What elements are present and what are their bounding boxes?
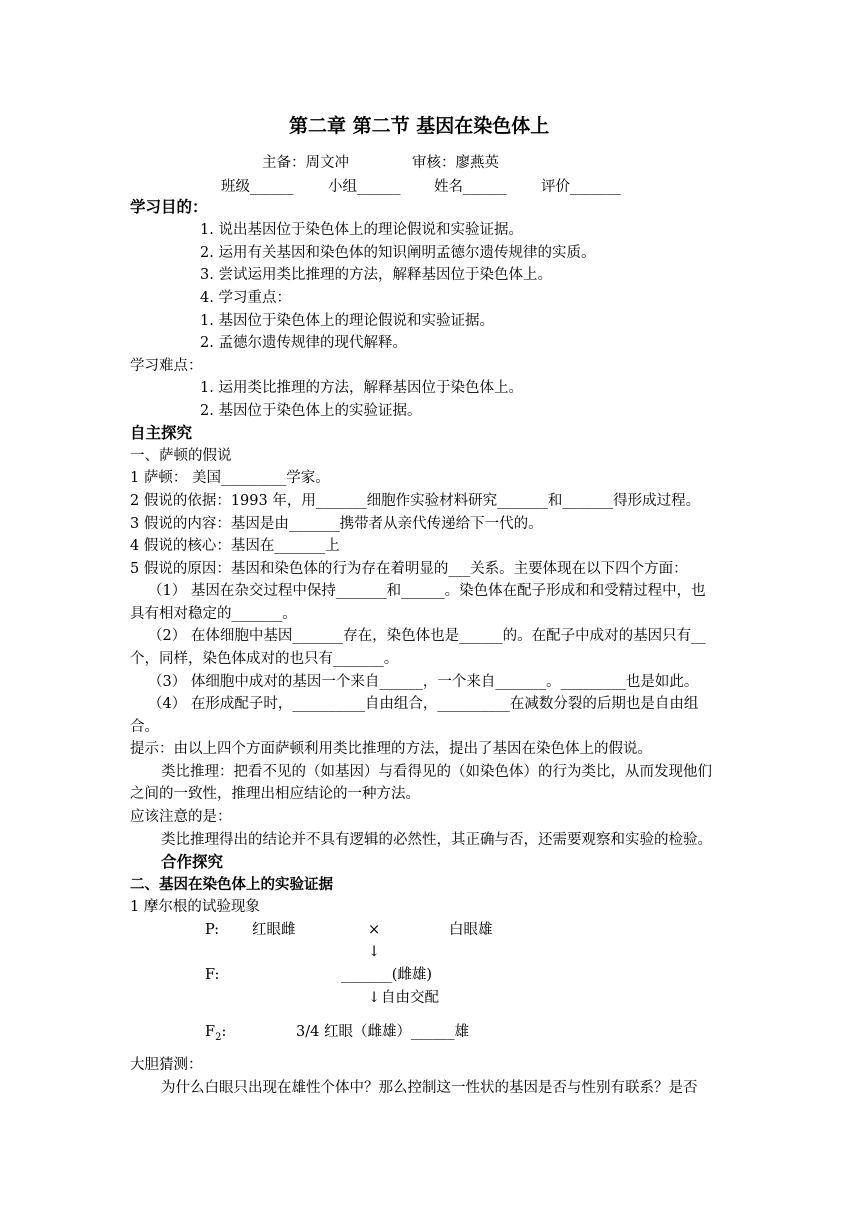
f2-result: 3/4 红眼（雌雄）______雄: [296, 1024, 469, 1040]
question-line: （1） 基因在杂交过程中保持_______和______。染色体在配子形成和和受精过程中，也: [148, 583, 706, 599]
objective-item: 3. 尝试运用类比推理的方法，解释基因位于染色体上。: [200, 267, 552, 283]
f2-generation-label: $F_2$:: [205, 1024, 227, 1043]
question-line: （4） 在形成配子时，__________自由组合，__________在减数分裂的后期也是自由组: [148, 696, 699, 712]
p-male: 白眼雄: [449, 922, 493, 938]
self-study-heading: 自主探究: [130, 424, 193, 442]
free-mating-label: 自由交配: [381, 990, 439, 1006]
p-generation-label: P:: [205, 922, 220, 938]
guess-text: 为什么白眼只出现在雄性个体中？那么控制这一性状的基因是否与性别有联系？是否: [161, 1080, 698, 1096]
question-line: 2 假说的依据：1993 年，用_______细胞作实验材料研究_______和_______得形成过程。: [130, 493, 701, 509]
difficulty-item: 2. 基因位于染色体上的实验证据。: [200, 403, 422, 419]
class-field: 班级______: [221, 179, 294, 195]
hint-text: 提示：由以上四个方面萨顿利用类比推理的方法，提出了基因在染色体上的假说。: [130, 741, 652, 757]
analogy-text: 之间的一致性，推理出相应结论的一种方法。: [130, 786, 420, 802]
question-line: （2） 在体细胞中基因_______存在，染色体也是______的。在配子中成对的基因只有__: [148, 628, 706, 644]
p-female: 红眼雌: [252, 922, 296, 938]
note-text: 类比推理得出的结论并不具有逻辑的必然性，其正确与否，还需要观察和实验的检验。: [161, 832, 712, 848]
key-point-item: 1. 基因位于染色体上的理论假说和实验证据。: [200, 313, 494, 329]
objectives-heading: 学习目的：: [130, 198, 208, 216]
question-line: 5 假说的原因：基因和染色体的行为存在着明显的___关系。主要体现在以下四个方面：: [130, 561, 688, 577]
note-heading: 应该注意的是：: [130, 809, 232, 825]
difficulty-item: 1. 运用类比推理的方法，解释基因位于染色体上。: [200, 380, 523, 396]
down-arrow-icon: ↓: [368, 990, 381, 1006]
question-line: （3） 体细胞中成对的基因一个来自______，一个来自_______。_________也是如此。: [148, 674, 699, 690]
difficulty-heading: 学习难点：: [130, 358, 203, 374]
cross-symbol: ×: [368, 922, 381, 938]
sutton-hypothesis-heading: 一、萨顿的假说: [130, 448, 232, 464]
question-line: 1 萨顿： 美国_________学家。: [130, 470, 330, 486]
objective-item: 2. 运用有关基因和染色体的知识阐明孟德尔遗传规律的实质。: [200, 245, 596, 261]
reviewer: 审核：廖燕英: [412, 155, 499, 171]
page-title: 第二章 第二节 基因在染色体上: [289, 115, 550, 137]
question-line: 4 假说的核心：基因在_______上: [130, 538, 340, 554]
down-arrow-icon: ↓: [368, 944, 381, 960]
key-point-item: 2. 孟德尔遗传规律的现代解释。: [200, 335, 407, 351]
f1-generation-label: F:: [205, 967, 220, 983]
name-field: 姓名______: [434, 179, 507, 195]
analogy-text: 类比推理：把看不见的（如基因）与看得见的（如染色体）的行为类比，从而发现他们: [161, 764, 712, 780]
f1-result: _______(雌雄): [341, 967, 433, 983]
question-line: 合。: [130, 719, 159, 735]
morgan-experiment-title: 1 摩尔根的试验现象: [130, 899, 260, 915]
objective-item: 4. 学习重点：: [200, 290, 291, 306]
coop-heading: 合作探究: [161, 853, 224, 871]
evaluation-field: 评价_______: [541, 179, 621, 195]
guess-heading: 大胆猜测：: [130, 1057, 203, 1073]
chief-editor: 主备：周文冲: [262, 155, 349, 171]
experiment-evidence-heading: 二、基因在染色体上的实验证据: [130, 877, 333, 893]
question-line: 个，同样，染色体成对的也只有_______。: [130, 651, 399, 667]
group-field: 小组______: [328, 179, 401, 195]
objective-item: 1. 说出基因位于染色体上的理论假说和实验证据。: [200, 222, 523, 238]
question-line: 3 假说的内容：基因是由_______携带者从亲代传递给下一代的。: [130, 516, 543, 532]
question-line: 具有相对稳定的_______。: [130, 606, 297, 622]
